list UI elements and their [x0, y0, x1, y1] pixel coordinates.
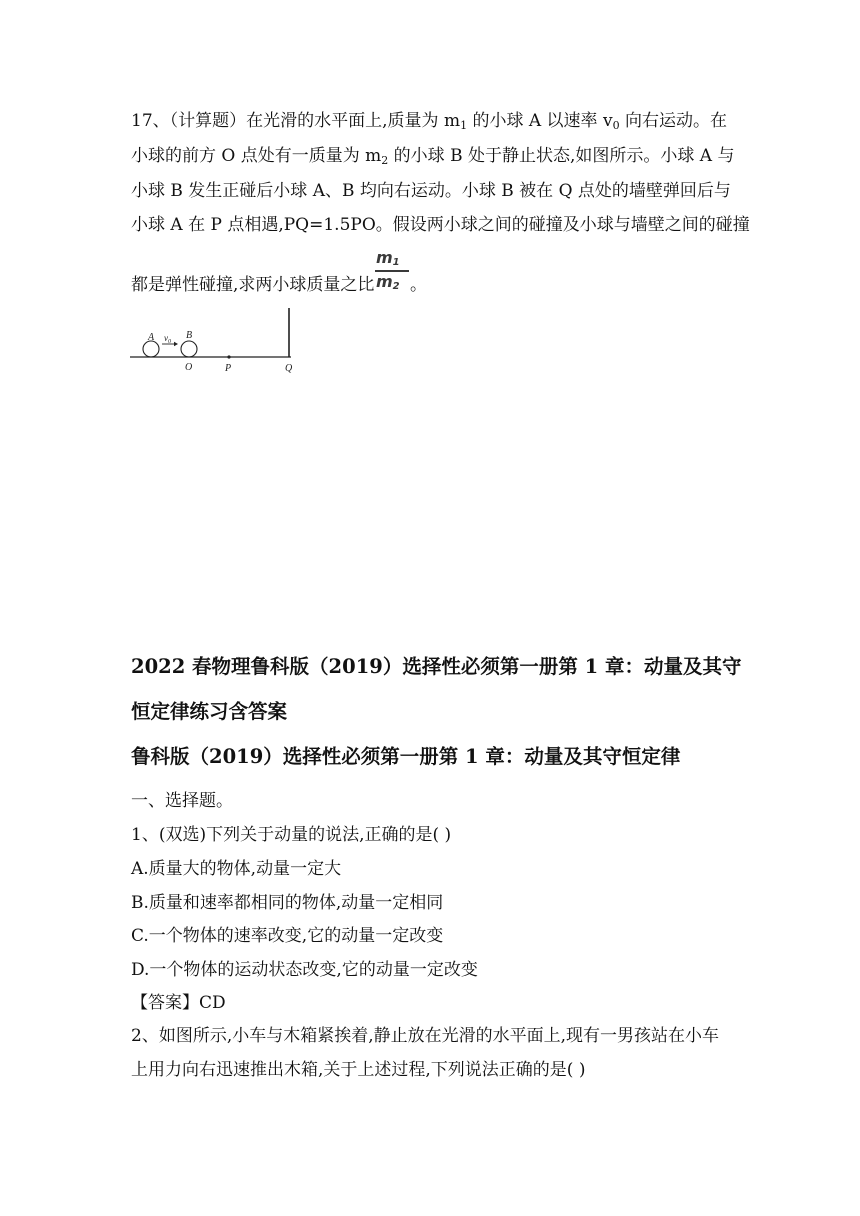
- q17-text: 17、（计算题）在光滑的水平面上,质量为 m: [131, 111, 461, 131]
- q1-answer: 【答案】CD: [131, 993, 226, 1013]
- label-a: A: [148, 332, 155, 343]
- q17-text: 小球的前方 O 点处有一质量为 m: [131, 146, 382, 166]
- section-subtitle: 鲁科版（2019）选择性必须第一册第 1 章：动量及其守恒定律: [131, 745, 681, 768]
- q1-option-d: D.一个物体的运动状态改变,它的动量一定改变: [131, 960, 478, 980]
- q1-option-c: C.一个物体的速率改变,它的动量一定改变: [131, 926, 444, 946]
- fraction-denominator: $m_2$: [376, 272, 400, 292]
- section-title-line-2: 恒定律练习含答案: [131, 700, 288, 723]
- q17-line-2: [131, 146, 734, 166]
- mass-ratio-fraction: [375, 248, 409, 296]
- label-v0: $v_0$: [164, 333, 171, 345]
- q17-line-4: 小球 A 在 P 点相遇,PQ=1.5PO。假设两小球之间的碰撞及小球与墙壁之间的碰撞: [131, 215, 750, 235]
- label-b: B: [186, 330, 193, 341]
- collision-diagram: [128, 304, 300, 376]
- part-heading: 一、选择题。: [131, 791, 233, 811]
- label-q: Q: [285, 363, 293, 374]
- label-o: O: [185, 362, 193, 373]
- subscript: 0: [612, 119, 620, 132]
- subscript: 1: [460, 119, 468, 132]
- q1-stem: 1、(双选)下列关于动量的说法,正确的是( ): [131, 825, 452, 845]
- q2-line-2: 上用力向右迅速推出木箱,关于上述过程,下列说法正确的是( ): [131, 1060, 586, 1080]
- q17-period: 。: [410, 275, 427, 295]
- q17-text: 的小球 A 以速率 v: [467, 111, 613, 131]
- q2-line-1: 2、如图所示,小车与木箱紧挨着,静止放在光滑的水平面上,现有一男孩站在小车: [131, 1026, 720, 1046]
- q1-option-a: A.质量大的物体,动量一定大: [131, 859, 342, 879]
- point-p-dot: [227, 355, 230, 358]
- ball-a: [143, 341, 159, 357]
- subscript: 2: [381, 154, 389, 167]
- fraction-numerator: $m_1$: [376, 248, 400, 268]
- q17-line-1: [131, 111, 727, 131]
- q17-text: 的小球 B 处于静止状态,如图所示。小球 A 与: [388, 146, 735, 166]
- q1-option-b: B.质量和速率都相同的物体,动量一定相同: [131, 893, 444, 913]
- ball-b: [181, 341, 197, 357]
- label-p: P: [225, 363, 232, 374]
- q17-line-3: 小球 B 发生正碰后小球 A、B 均向右运动。小球 B 被在 Q 点处的墙壁弹回后与: [131, 181, 731, 201]
- q17-text: 都是弹性碰撞,求两小球质量之比: [131, 275, 375, 295]
- q17-line-5: [131, 275, 374, 295]
- q17-text: 向右运动。在: [619, 111, 727, 131]
- velocity-arrow-head: [174, 342, 178, 346]
- section-title-line-1: 2022 春物理鲁科版（2019）选择性必须第一册第 1 章：动量及其守: [131, 655, 742, 678]
